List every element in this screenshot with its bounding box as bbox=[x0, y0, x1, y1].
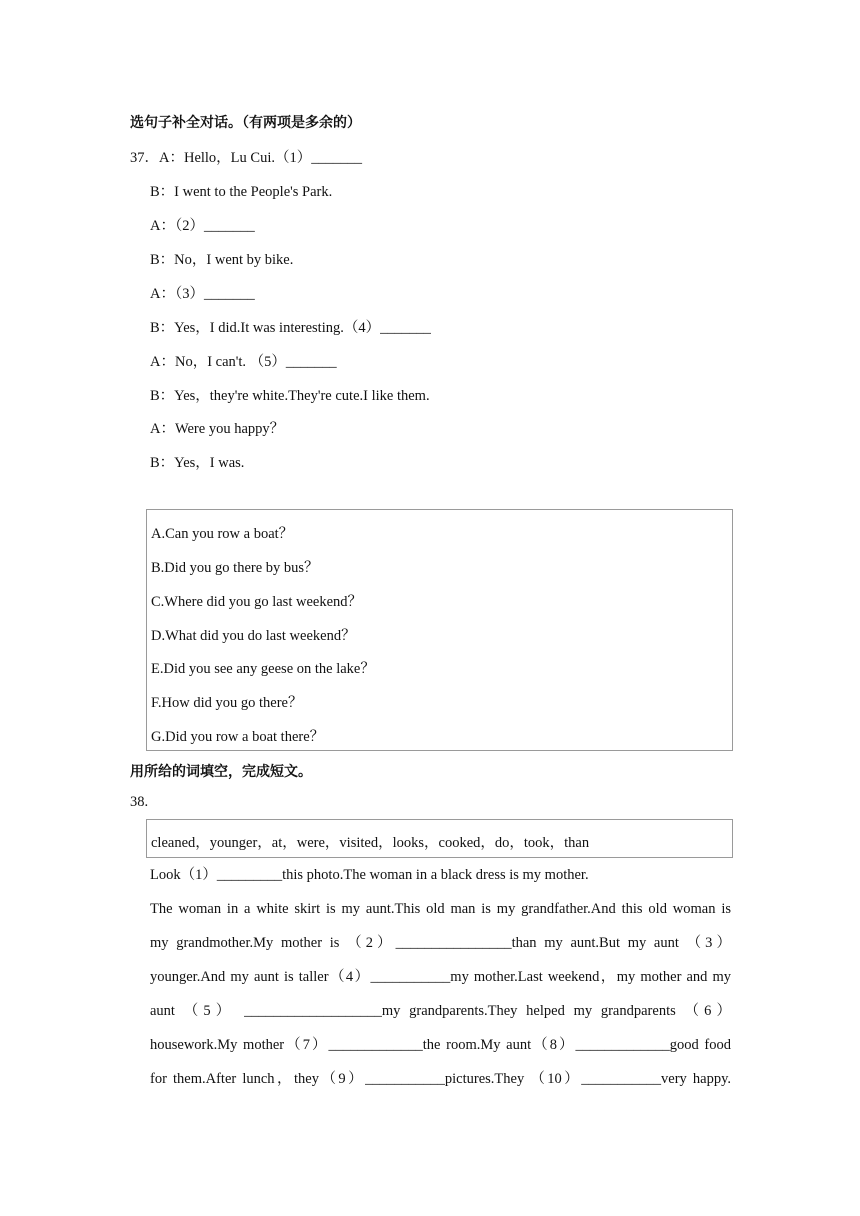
option-item: E.Did you see any geese on the lake？ bbox=[151, 661, 375, 677]
passage-line: housework.My mother（7）_____________the room.My aunt（8）_____________good food bbox=[150, 1037, 731, 1053]
option-item: D.What did you do last weekend？ bbox=[151, 628, 356, 644]
passage-line: Look（1）_________this photo.The woman in a black dress is my mother. bbox=[150, 867, 589, 883]
options-box bbox=[146, 509, 733, 751]
section1-heading: 选句子补全对话。（有两项是多余的） bbox=[130, 115, 361, 131]
option-item: B.Did you go there by bus？ bbox=[151, 560, 319, 576]
question-37-line bbox=[130, 146, 362, 167]
passage-line: for them.After lunch，they（9）___________pictures.They （10）___________very happy. bbox=[150, 1071, 731, 1087]
dialogue-line: B：I went to the People's Park. bbox=[150, 184, 333, 200]
option-item: F.How did you go there？ bbox=[151, 695, 303, 711]
word-bank-box bbox=[146, 819, 733, 858]
passage-line: The woman in a white skirt is my aunt.This old man is my grandfather.And this old woman is bbox=[150, 901, 731, 917]
dialogue-line: B：Yes，they're white.They're cute.I like them. bbox=[150, 388, 430, 404]
dialogue-line: A：Were you happy？ bbox=[150, 421, 285, 437]
dialogue-line: A：（2）_______ bbox=[150, 218, 255, 234]
question-number: 38. bbox=[130, 794, 149, 810]
dialogue-line: B：Yes，I did.It was interesting.（4）_______ bbox=[150, 320, 431, 336]
dialogue-line: A：Hello，Lu Cui.（1）_______ bbox=[159, 150, 362, 166]
word-bank: cleaned，younger，at，were，visited，looks，cooked，do，took，than bbox=[151, 835, 590, 851]
passage-line: aunt （5） ___________________my grandparents.They helped my grandparents （6） bbox=[150, 1003, 731, 1019]
passage-line: younger.And my aunt is taller（4）___________my mother.Last weekend，my mother and my bbox=[150, 969, 731, 985]
question-number: 37． bbox=[130, 150, 159, 166]
dialogue-line: A：（3）_______ bbox=[150, 286, 255, 302]
option-item: C.Where did you go last weekend？ bbox=[151, 594, 363, 610]
passage bbox=[150, 858, 731, 1096]
dialogue-line: B：Yes，I was. bbox=[150, 455, 245, 471]
dialogue-line: B：No，I went by bike. bbox=[150, 252, 294, 268]
option-item: G.Did you row a boat there？ bbox=[151, 729, 325, 745]
section2-heading: 用所给的词填空，完成短文。 bbox=[130, 764, 312, 780]
passage-line: my grandmother.My mother is （2）________________than my aunt.But my aunt （3） bbox=[150, 935, 731, 951]
dialogue-line: A：No，I can't. （5）_______ bbox=[150, 354, 337, 370]
option-item: A.Can you row a boat？ bbox=[151, 526, 294, 542]
